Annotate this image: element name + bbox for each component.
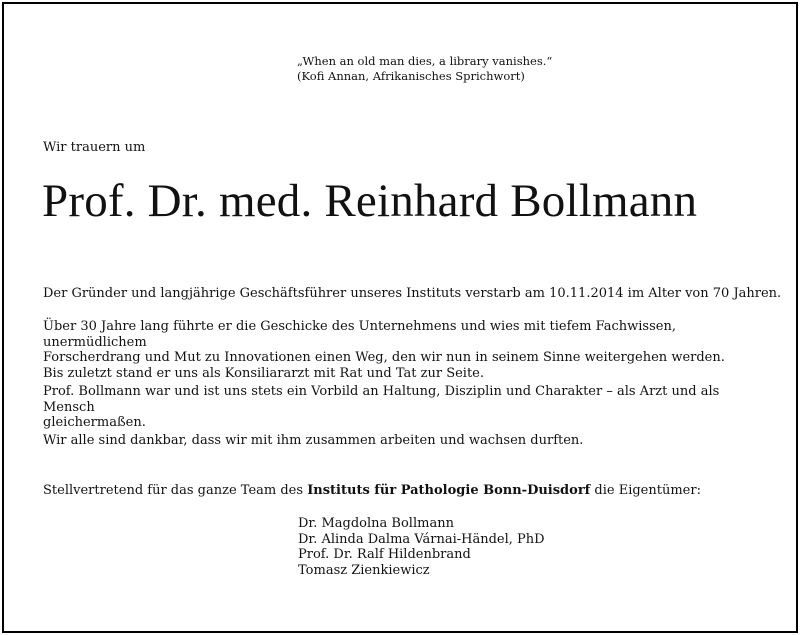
paragraph-founder: [43, 286, 782, 302]
paragraph-role-model: [43, 384, 763, 431]
closing-statement: [43, 483, 763, 499]
signatory: Prof. Dr. Ralf Hildenbrand: [298, 547, 471, 563]
quote-attribution: (Kofi Annan, Afrikanisches Sprichwort): [297, 69, 525, 83]
closing-prefix: Stellvertretend für das ganze Team des: [43, 483, 308, 498]
paragraph-founder-text: Der Gründer und langjährige Geschäftsführer unseres Instituts verstarb am 10.11.2014 im Alter von 70 Jahren.: [43, 286, 782, 301]
signatory: Dr. Magdolna Bollmann: [298, 516, 454, 531]
closing-suffix: die Eigentümer:: [590, 483, 701, 498]
institute-name: Instituts für Pathologie Bonn-Duisdorf: [307, 483, 591, 498]
signatory: Tomasz Zienkiewicz: [298, 562, 430, 578]
quote-text: „When an old man dies, a library vanishes.“: [297, 54, 553, 68]
paragraph-career-line-3: Bis zuletzt stand er uns als Konsiliararzt mit Rat und Tat zur Seite.: [43, 365, 485, 381]
signatories-list: [298, 516, 545, 578]
paragraph-role-model-line-2: gleichermaßen.: [43, 415, 146, 430]
signatory: Dr. Alinda Dalma Várnai-Händel, PhD: [298, 531, 545, 547]
closing-line: [43, 483, 763, 499]
paragraph-career: [43, 319, 763, 381]
paragraph-role-model-line-1: Prof. Bollmann war und ist uns stets ein Vorbild an Haltung, Disziplin und Charakter – als Arzt und als Mensch: [43, 384, 720, 415]
paragraph-gratitude-text: Wir alle sind dankbar, dass wir mit ihm zusammen arbeiten und wachsen durften.: [43, 433, 584, 448]
paragraph-career-line-1: Über 30 Jahre lang führte er die Geschicke des Unternehmens und wies mit tiefem Fachwissen, unermüdlichem: [43, 319, 676, 350]
epigraph-quote: [297, 54, 552, 84]
paragraph-gratitude: [43, 433, 763, 449]
deceased-name: Prof. Dr. med. Reinhard Bollmann: [42, 175, 698, 227]
paragraph-career-line-2: Forscherdrang und Mut zu Innovationen einen Weg, den wir nun in seinem Sinne weitergehen werden.: [43, 350, 725, 365]
mourning-intro: Wir trauern um: [43, 140, 146, 155]
